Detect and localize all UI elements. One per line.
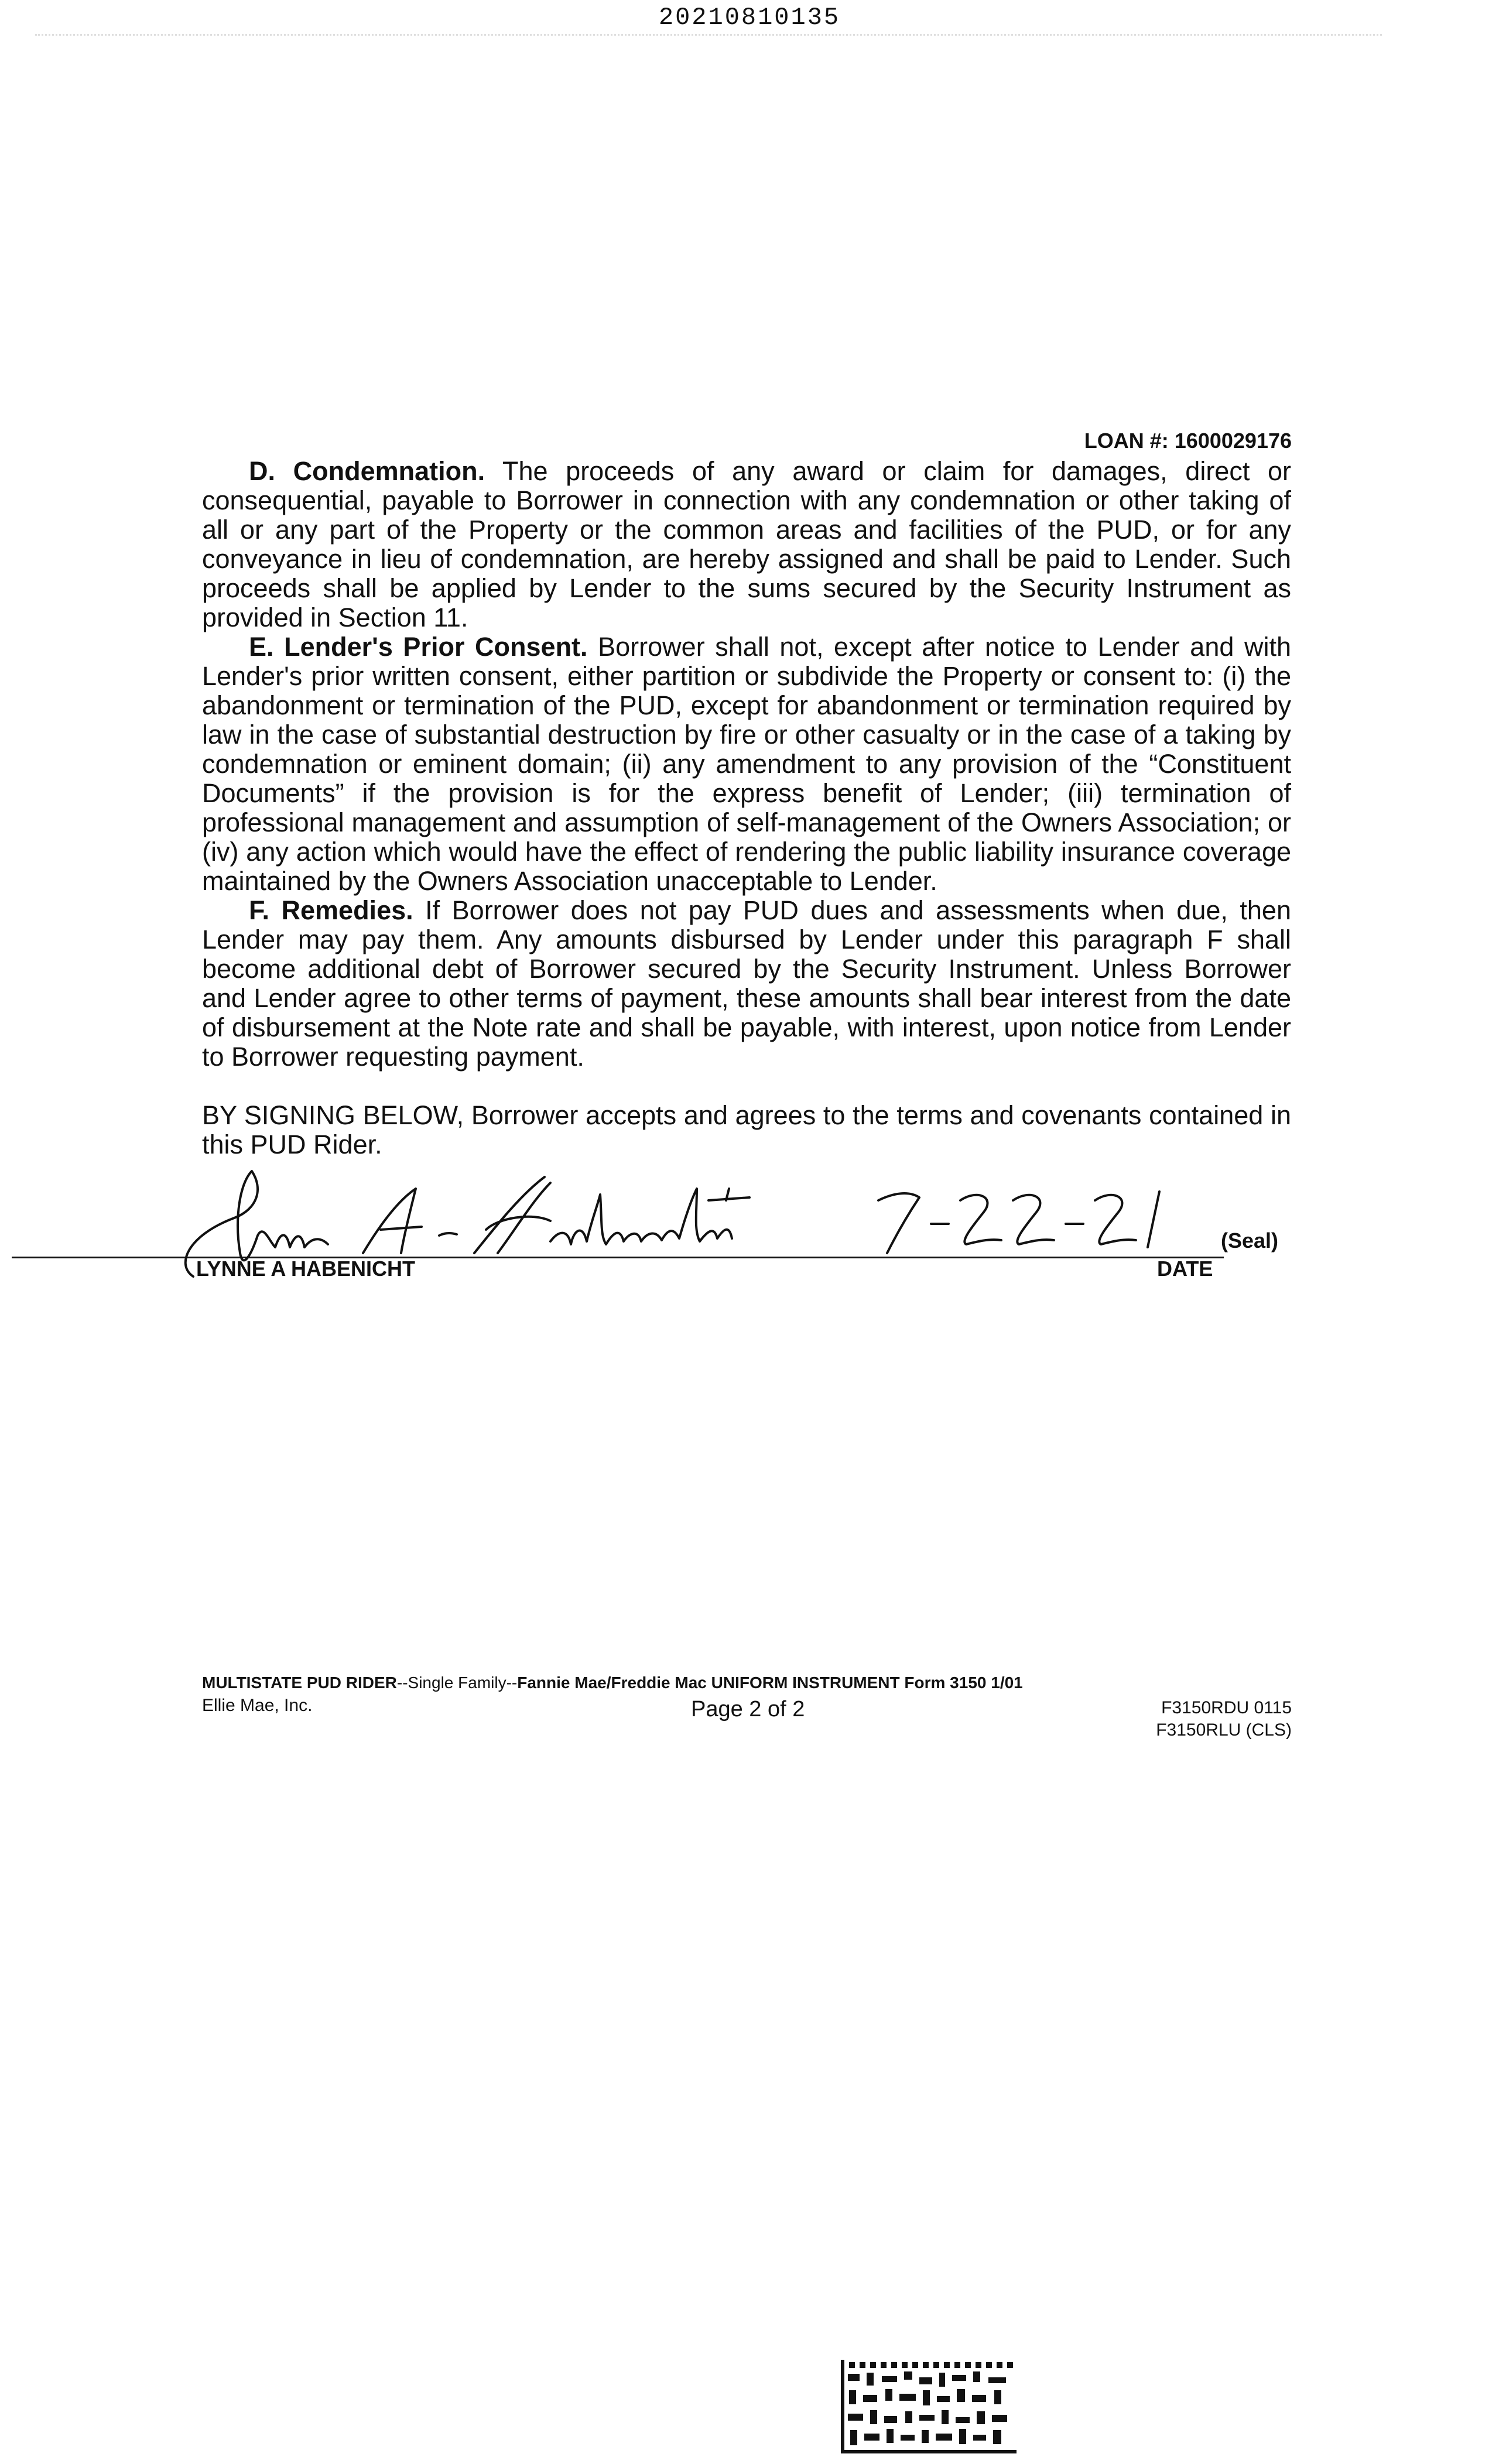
form-code-1: F3150RDU 0115 bbox=[1161, 1698, 1292, 1717]
signing-statement: BY SIGNING BELOW, Borrower accepts and agrees to the terms and covenants contained in this PUD Rider. bbox=[202, 1100, 1291, 1159]
document-number: 20210810135 bbox=[658, 4, 841, 32]
section-d-heading: D. Condemnation. bbox=[249, 456, 485, 486]
form-title bbox=[202, 1674, 1023, 1692]
2d-barcode-icon bbox=[841, 2360, 1017, 2453]
form-title-part2: --Single Family-- bbox=[396, 1674, 518, 1692]
scan-artifact-dots bbox=[35, 34, 1382, 42]
loan-label: LOAN #: bbox=[1084, 429, 1169, 453]
section-e bbox=[202, 632, 1291, 896]
seal-label: (Seal) bbox=[1221, 1228, 1279, 1252]
section-f bbox=[202, 896, 1291, 1072]
section-f-text: If Borrower does not pay PUD dues and assessments when due, then Lender may pay them. Any amounts disbursed by Lender under this paragraph F shall become additional debt of Borrower secured by the Security Instrument. Unless Borrower and Lender agree to other terms of payment, these amounts shall bear interest from the date of disbursement at the Note rate and shall be payable, with interest, upon notice from Lender to Borrower requesting payment. bbox=[202, 895, 1291, 1072]
section-e-text: Borrower shall not, except after notice to Lender and with Lender's prior written consent, either partition or subdivide the Property or consent to: (i) the abandonment or termination of the PUD, except for abandonment or termination required by law in the case of substantial destruction by fire or other casualty or in the case of a taking by condemnation or eminent domain; (ii) any amendment to any provision of the “Constituent Documents” if the provision is for the express benefit of Lender; (iii) termination of professional management and assumption of self-management of the Owners Association; or (iv) any action which would have the effect of rendering the public liability insurance coverage maintained by the Owners Association unacceptable to Lender. bbox=[202, 632, 1291, 896]
form-code-2: F3150RLU (CLS) bbox=[1156, 1720, 1292, 1740]
section-d bbox=[202, 457, 1291, 632]
section-f-heading: F. Remedies. bbox=[249, 895, 413, 925]
section-e-heading: E. Lender's Prior Consent. bbox=[249, 632, 588, 662]
form-codes bbox=[1156, 1697, 1292, 1741]
section-d-text: The proceeds of any award or claim for damages, direct or consequential, payable to Borrower in connection with any condemnation or other taking of all or any part of the Property or the common areas and facilities of the PUD, or for any conveyance in lieu of condemnation, are hereby assigned and shall be paid to Lender. Such proceeds shall be applied by Lender to the sums secured by the Security Instrument as provided in Section 11. bbox=[202, 456, 1292, 632]
date-label: DATE bbox=[1157, 1257, 1213, 1281]
form-title-part3: Fannie Mae/Freddie Mac UNIFORM INSTRUMENT Form 3150 1/01 bbox=[517, 1674, 1023, 1692]
form-title-part1: MULTISTATE PUD RIDER bbox=[202, 1674, 397, 1692]
page-number: Page 2 of 2 bbox=[691, 1697, 805, 1722]
vendor-name: Ellie Mae, Inc. bbox=[202, 1696, 313, 1715]
loan-number bbox=[1084, 429, 1292, 453]
signature-line bbox=[12, 1257, 1224, 1258]
rider-body bbox=[202, 457, 1291, 1159]
loan-value: 1600029176 bbox=[1174, 429, 1292, 453]
borrower-name: LYNNE A HABENICHT bbox=[196, 1257, 416, 1281]
